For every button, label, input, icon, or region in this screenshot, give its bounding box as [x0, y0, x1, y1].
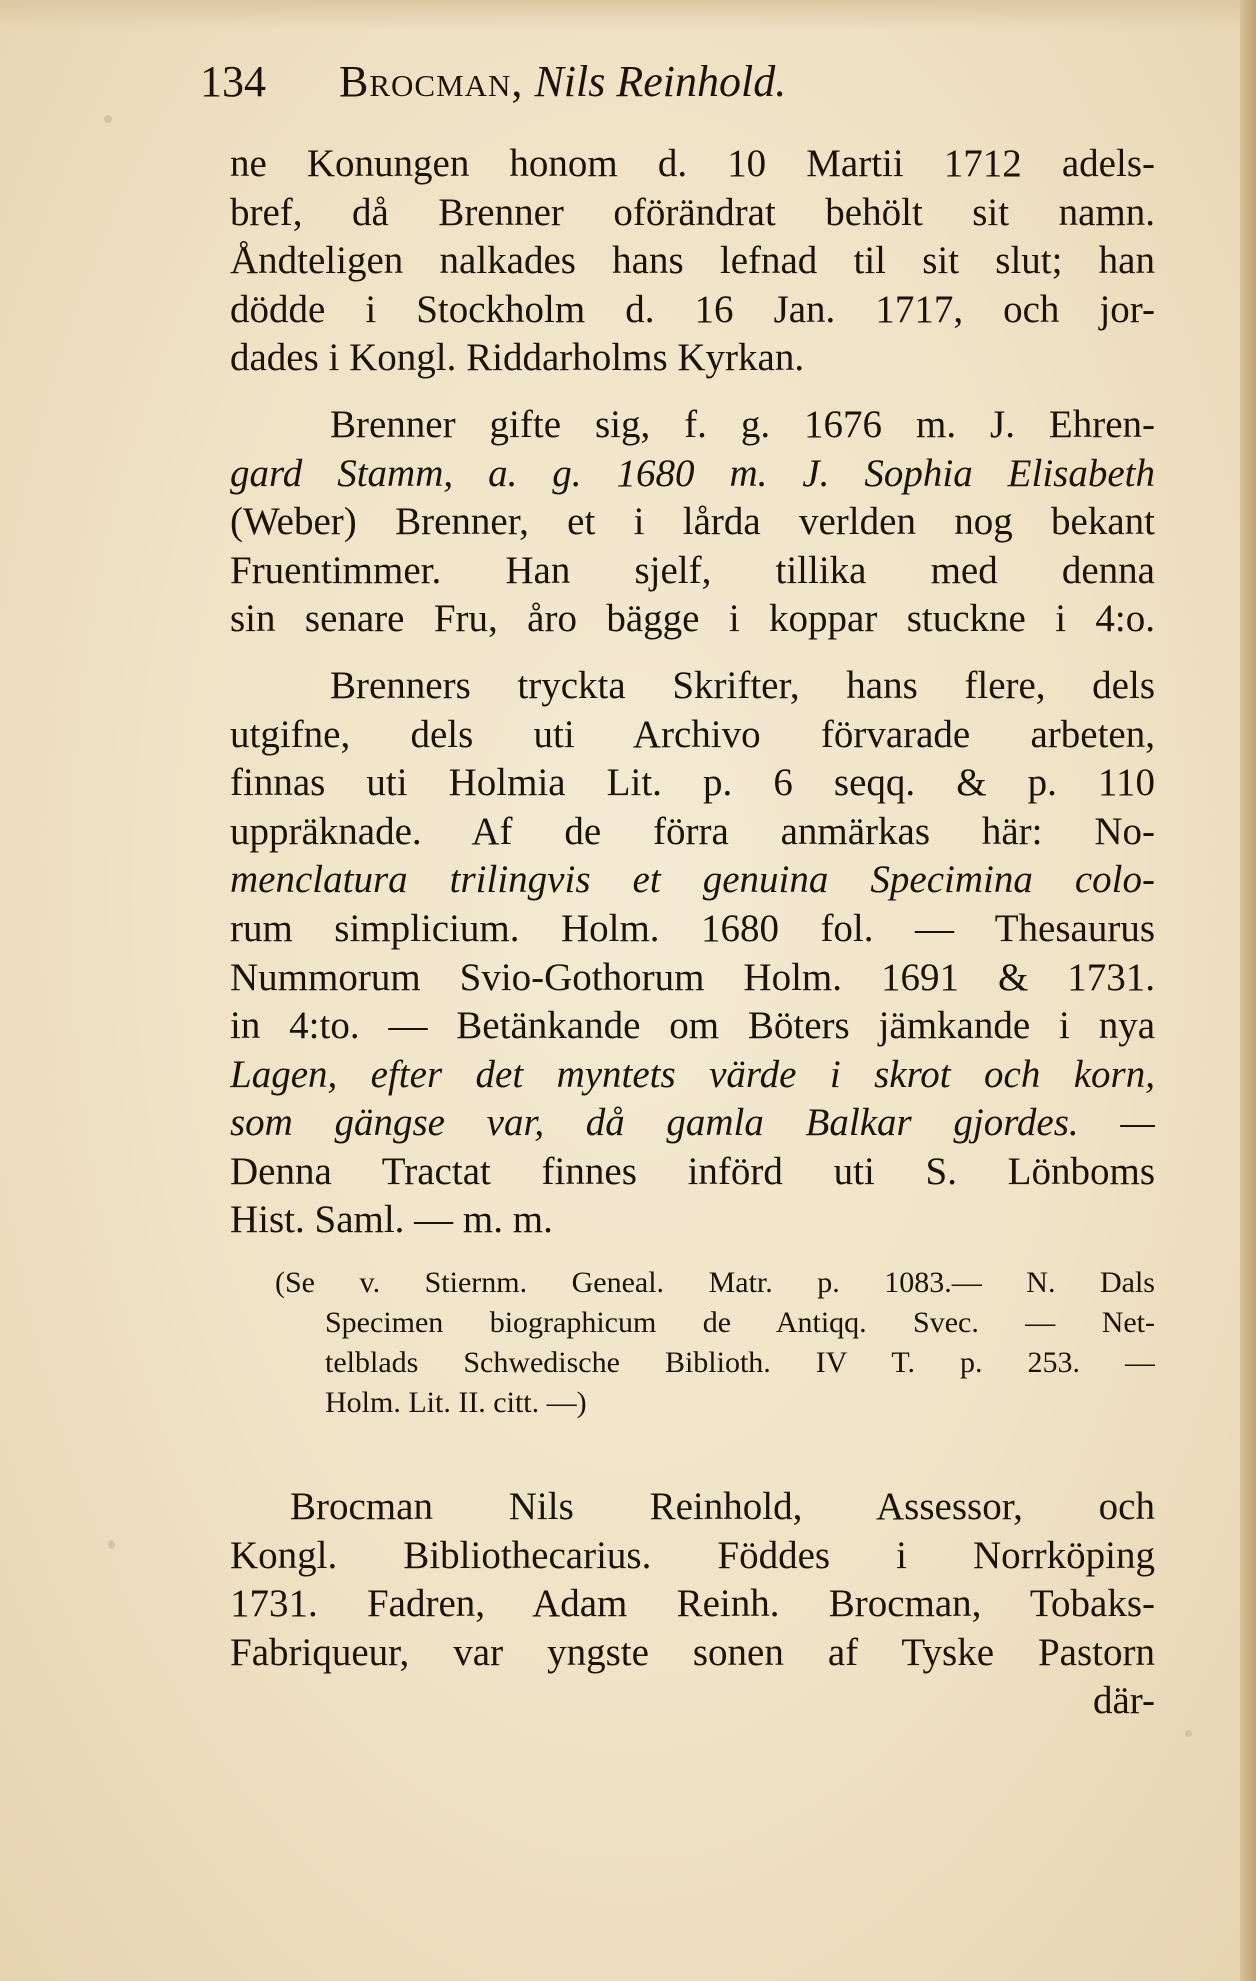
text-line: Nummorum Svio-Gothorum Holm. 1691 & 1731. [230, 955, 1155, 999]
text-line: Brenners tryckta Skrifter, hans flere, dels [330, 663, 1155, 707]
page-body [230, 140, 1155, 1726]
paper-spot [1185, 1730, 1192, 1737]
text-line: Denna Tractat finnes införd uti S. Lönboms [230, 1149, 1155, 1193]
text-line: ne Konungen honom d. 10 Martii 1712 adels- [230, 142, 1155, 185]
reference-note-line: telblads Schwedische Biblioth. IV T. p. 253. — [325, 1346, 1155, 1380]
text-line: Hist. Saml. — m. m. [230, 1198, 553, 1242]
paper-spot [108, 1540, 115, 1549]
reference-note-line: Holm. Lit. II. citt. —) [325, 1386, 587, 1420]
text-line: dades i Kongl. Riddarholms Kyrkan. [230, 336, 805, 380]
page-edge [1240, 0, 1256, 1981]
text-line: Kongl. Bibliothecarius. Föddes i Norrköping [230, 1533, 1155, 1577]
text-line: dödde i Stockholm d. 16 Jan. 1717, och jor- [230, 287, 1155, 331]
page-top-shadow [0, 0, 1256, 30]
text-line: Brenner gifte sig, f. g. 1676 m. J. Ehren- [330, 402, 1155, 446]
page-number: 134 [200, 57, 266, 106]
text-line: rum simplicium. Holm. 1680 fol. — Thesaurus [230, 906, 1155, 950]
running-head-given: Nils Reinhold. [534, 57, 787, 106]
text-line: Fabriqueur, var yngste sonen af Tyske Pastorn [230, 1630, 1155, 1674]
text-line: in 4:to. — Betänkande om Böters jämkande i nya [230, 1004, 1155, 1048]
catchword: där- [1092, 1679, 1155, 1723]
entry-heading-line: Brocman Nils Reinhold, Assessor, och [290, 1485, 1155, 1529]
text-line: utgifne, dels uti Archivo förvarade arbeten, [230, 712, 1155, 756]
paper-spot [104, 115, 112, 123]
text-line: sin senare Fru, åro bägge i koppar stuckne i 4:o. [230, 597, 1155, 641]
text-line: Fruentimmer. Han sjelf, tillika med denna [230, 548, 1155, 592]
text-line: 1731. Fadren, Adam Reinh. Brocman, Tobaks- [230, 1582, 1155, 1626]
reference-note-line: (Se v. Stiernm. Geneal. Matr. p. 1083.— N. Dals [275, 1266, 1155, 1300]
text-line: Lagen, efter det myntets värde i skrot och korn, [230, 1052, 1155, 1096]
text-line: menclatura trilingvis et genuina Specimina colo- [230, 858, 1155, 902]
text-line: som gängse var, då gamla Balkar gjordes. — [230, 1101, 1155, 1145]
running-head-name: Brocman, [339, 57, 524, 106]
running-header [200, 52, 1120, 112]
text-line: gard Stamm, a. g. 1680 m. J. Sophia Elisabeth [230, 451, 1155, 495]
reference-note-line: Specimen biographicum de Antiqq. Svec. — Net- [325, 1306, 1155, 1340]
text-line: (Weber) Brenner, et i lårda verlden nog bekant [230, 500, 1155, 544]
text-line: uppräknade. Af de förra anmärkas här: No- [230, 809, 1155, 853]
text-line: finnas uti Holmia Lit. p. 6 seqq. & p. 110 [230, 761, 1155, 805]
text-line: Åndteligen nalkades hans lefnad til sit slut; han [230, 239, 1155, 283]
text-line: bref, då Brenner oförändrat behölt sit namn. [230, 190, 1155, 234]
